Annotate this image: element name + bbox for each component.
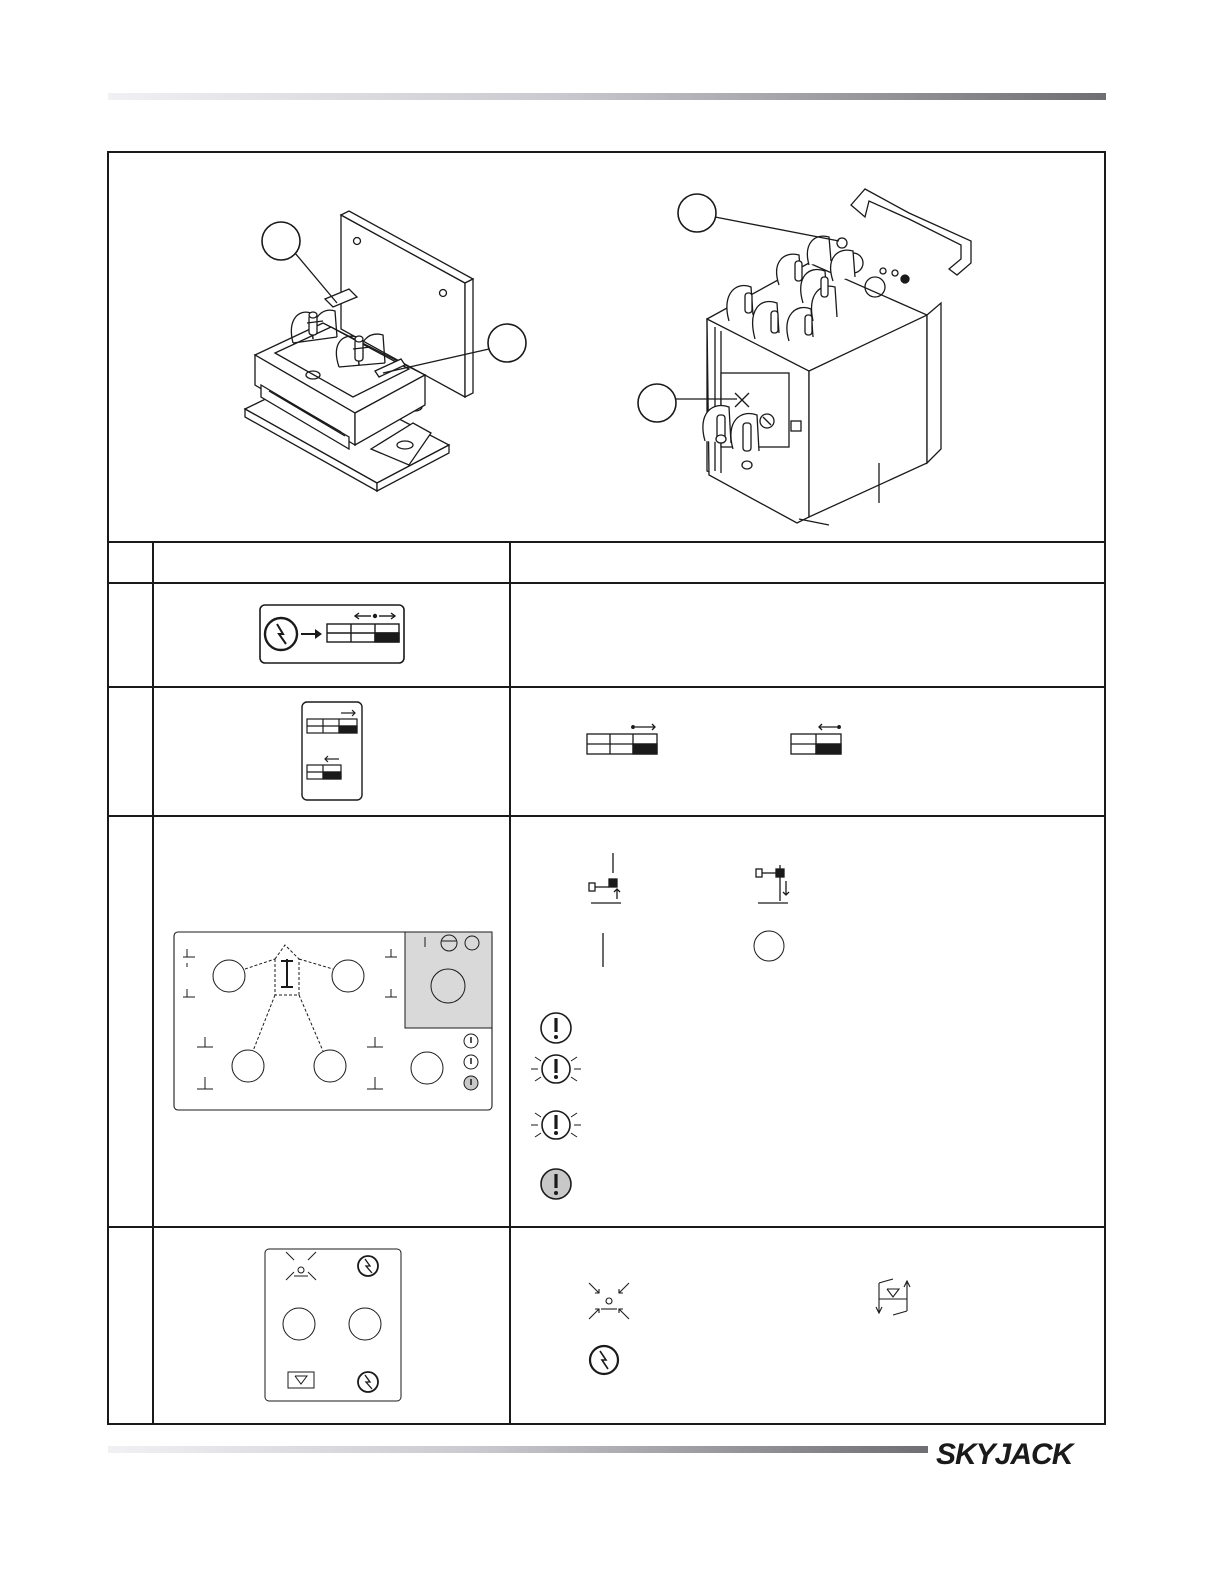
indicator-line-icon [601, 933, 605, 972]
outrigger-up-icon [754, 863, 794, 908]
warning-flash-icon [529, 1105, 583, 1150]
callout-circle [638, 384, 676, 422]
warning-flash-icon [529, 1049, 583, 1094]
right-switch-assembly [638, 189, 971, 525]
level-compress-icon [587, 1281, 631, 1326]
callout-circle [678, 194, 716, 232]
row-1-decal [259, 604, 405, 671]
indicator-light-icon [752, 929, 786, 968]
switch-assemblies-drawing [109, 153, 1104, 541]
warning-icon [539, 1011, 573, 1050]
callout-circle [262, 222, 300, 260]
switch-illustration [109, 153, 1104, 541]
brand-name: SKYJACK [936, 1438, 1073, 1471]
table-rule [109, 815, 1104, 817]
row-2-extend-icon [585, 724, 659, 763]
power-icon [265, 618, 297, 650]
table-rule [109, 686, 1104, 688]
outrigger-down-icon [587, 853, 627, 908]
top-decorative-bar [108, 93, 1106, 100]
skyjack-logo [934, 1432, 1109, 1472]
tilt-icon [873, 1277, 913, 1322]
power-icon [587, 1343, 621, 1382]
table-column-rule [509, 541, 511, 1425]
table-rule [109, 541, 1104, 543]
warning-gray-icon [539, 1167, 573, 1206]
row-2-decal [301, 701, 363, 808]
row-3-decal [173, 931, 493, 1118]
callout-circle [488, 324, 526, 362]
row-4-decal [264, 1248, 402, 1409]
row-2-retract-icon [789, 724, 843, 763]
bottom-decorative-bar [108, 1446, 928, 1453]
left-switch-assembly [245, 211, 526, 491]
table-rule [109, 582, 1104, 584]
table-rule [109, 1226, 1104, 1228]
switch-decal-table [107, 151, 1106, 1425]
table-column-rule [152, 541, 154, 1425]
